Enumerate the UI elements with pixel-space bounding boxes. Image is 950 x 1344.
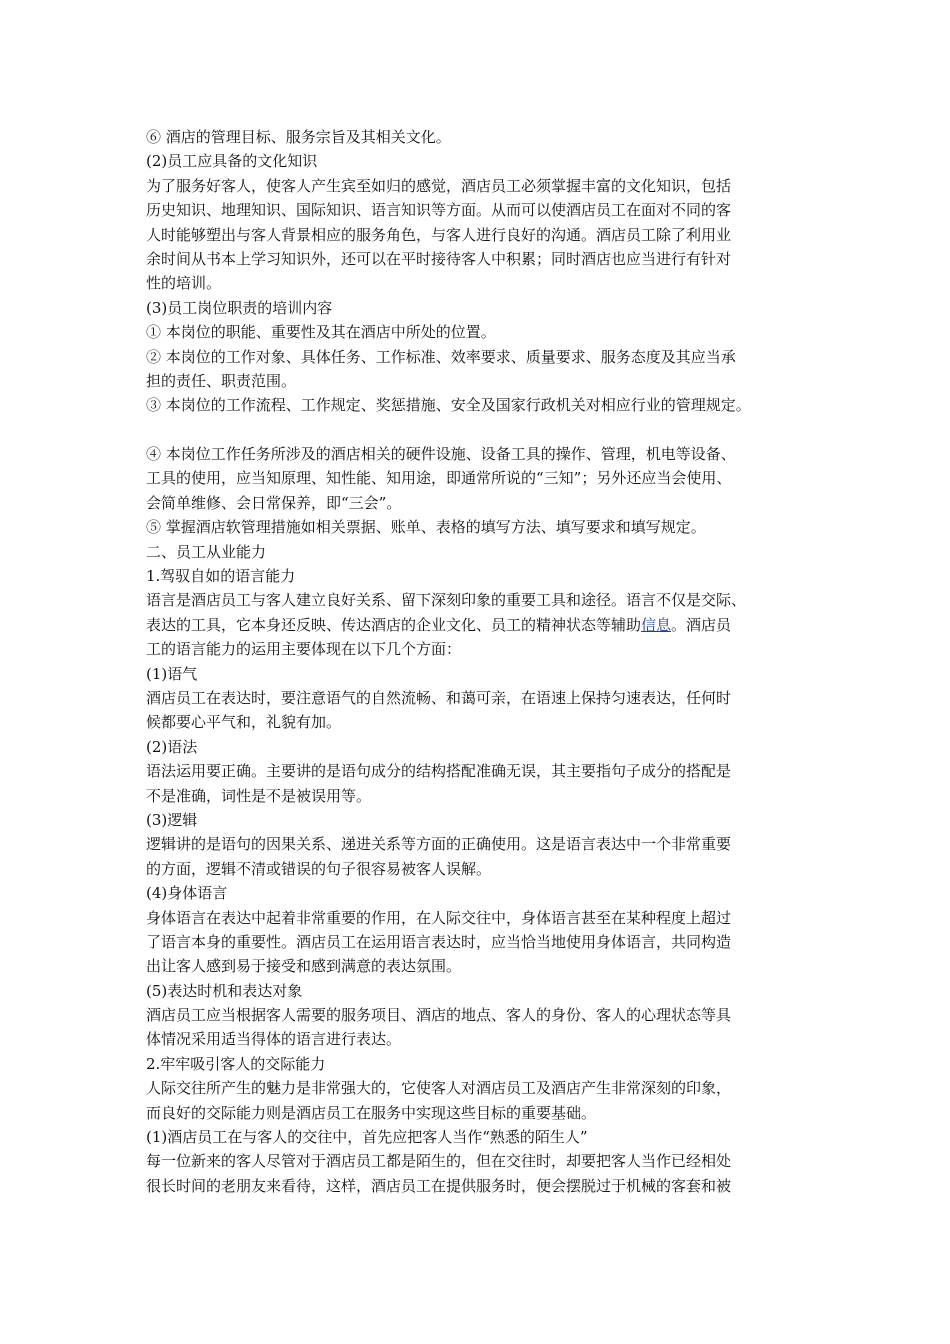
text-line: ⑥ 酒店的管理目标、服务宗旨及其相关文化。 [146, 128, 451, 146]
section-heading: (1)酒店员工在与客人的交往中，首先应把客人当作“熟悉的陌生人” [146, 1128, 588, 1147]
section-heading: (2)员工应具备的文化知识 [146, 152, 318, 171]
text-line: ⑤ 掌握酒店软管理措施如相关票据、账单、表格的填写方法、填写要求和填写规定。 [146, 518, 706, 537]
text-line: 工的语言能力的运用主要体现在以下几个方面： [146, 640, 462, 659]
text-line: 工具的使用，应当知原理、知性能、知用途，即通常所说的“三知”；另外还应当会使用、 [146, 469, 732, 488]
text-line: 酒店员工应当根据客人需要的服务项目、酒店的地点、客人的身份、客人的心理状态等具 [146, 1006, 732, 1025]
text-line: 性的培训。 [146, 274, 222, 293]
text-line: 了语言本身的重要性。酒店员工在运用语言表达时，应当恰当地使用身体语言，共同构造 [146, 932, 732, 951]
text-line: 为了服务好客人，使客人产生宾至如归的感觉，酒店员工必须掌握丰富的文化知识，包括 [146, 176, 732, 195]
text-line: 不是准确，词性是不是被误用等。 [146, 786, 372, 805]
text-line: ③ 本岗位的工作流程、工作规定、奖惩措施、安全及国家行政机关对相应行业的管理规定。 [146, 396, 751, 415]
text-line: ② 本岗位的工作对象、具体任务、工作标准、效率要求、质量要求、服务态度及其应当承 [146, 347, 736, 366]
text-line: 而良好的交际能力则是酒店员工在服务中实现这些目标的重要基础。 [146, 1103, 597, 1122]
text-line: 余时间从书本上学习知识外，还可以在平时接待客人中积累；同时酒店也应当进行有针对 [146, 249, 732, 268]
text-line: 很长时间的老朋友来看待，这样，酒店员工在提供服务时，便会摆脱过于机械的客套和被 [146, 1176, 732, 1195]
section-heading: (1)语气 [146, 664, 198, 683]
section-heading: (2)语法 [146, 737, 198, 756]
section-heading: 2.牢牢吸引客人的交际能力 [146, 1054, 326, 1073]
text-line: 历史知识、地理知识、国际知识、语言知识等方面。从而可以使酒店员工在面对不同的客 [146, 201, 732, 220]
blank-line [146, 418, 826, 442]
section-heading: 1.驾驭自如的语言能力 [146, 567, 296, 586]
text-line: 酒店员工在表达时，要注意语气的自然流畅、和蔼可亲，在语速上保持匀速表达，任何时 [146, 688, 732, 707]
text-line: 担的责任、职责范围。 [146, 371, 297, 390]
text-segment: 。酒店员 [671, 615, 732, 634]
text-line: 每一位新来的客人尽管对于酒店员工都是陌生的，但在交往时，却要把客人当作已经相处 [146, 1152, 732, 1171]
text-line: ① 本岗位的职能、重要性及其在酒店中所处的位置。 [146, 323, 496, 342]
text-line: 体情况采用适当得体的语言进行表达。 [146, 1030, 402, 1049]
text-line: 人时能够塑出与客人背景相应的服务角色，与客人进行良好的沟通。酒店员工除了利用业 [146, 225, 732, 244]
text-line: 出让客人感到易于接受和感到满意的表达氛围。 [146, 957, 462, 976]
text-line: ④ 本岗位工作任务所涉及的酒店相关的硬件设施、设备工具的操作、管理，机电等设备、 [146, 445, 736, 464]
text-line: 身体语言在表达中起着非常重要的作用，在人际交往中，身体语言甚至在某种程度上超过 [146, 908, 732, 927]
info-link[interactable]: 信息 [641, 615, 672, 634]
section-heading: (3)逻辑 [146, 810, 198, 829]
text-line: 的方面，逻辑不清或错误的句子很容易被客人误解。 [146, 859, 492, 878]
chapter-heading: 二、员工从业能力 [146, 542, 267, 561]
section-heading: (3)员工岗位职责的培训内容 [146, 298, 333, 317]
text-line: 会简单维修、会日常保养，即“三会”。 [146, 493, 402, 512]
text-line: 语言是酒店员工与客人建立良好关系、留下深刻印象的重要工具和途径。语言不仅是交际、 [146, 591, 747, 610]
section-heading: (4)身体语言 [146, 884, 228, 903]
text-segment: 表达的工具，它本身还反映、传达酒店的企业文化、员工的精神状态等辅助 [146, 615, 642, 634]
document-page [146, 125, 826, 1198]
text-line: 人际交往所产生的魅力是非常强大的，它使客人对酒店员工及酒店产生非常深刻的印象， [146, 1079, 732, 1098]
text-line: 语法运用要正确。主要讲的是语句成分的结构搭配准确无误，其主要指句子成分的搭配是 [146, 762, 732, 781]
text-line: 候都要心平气和，礼貌有加。 [146, 713, 342, 732]
text-line: 逻辑讲的是语句的因果关系、递进关系等方面的正确使用。这是语言表达中一个非常重要 [146, 835, 732, 854]
section-heading: (5)表达时机和表达对象 [146, 981, 303, 1000]
text-line-with-link [146, 613, 826, 637]
